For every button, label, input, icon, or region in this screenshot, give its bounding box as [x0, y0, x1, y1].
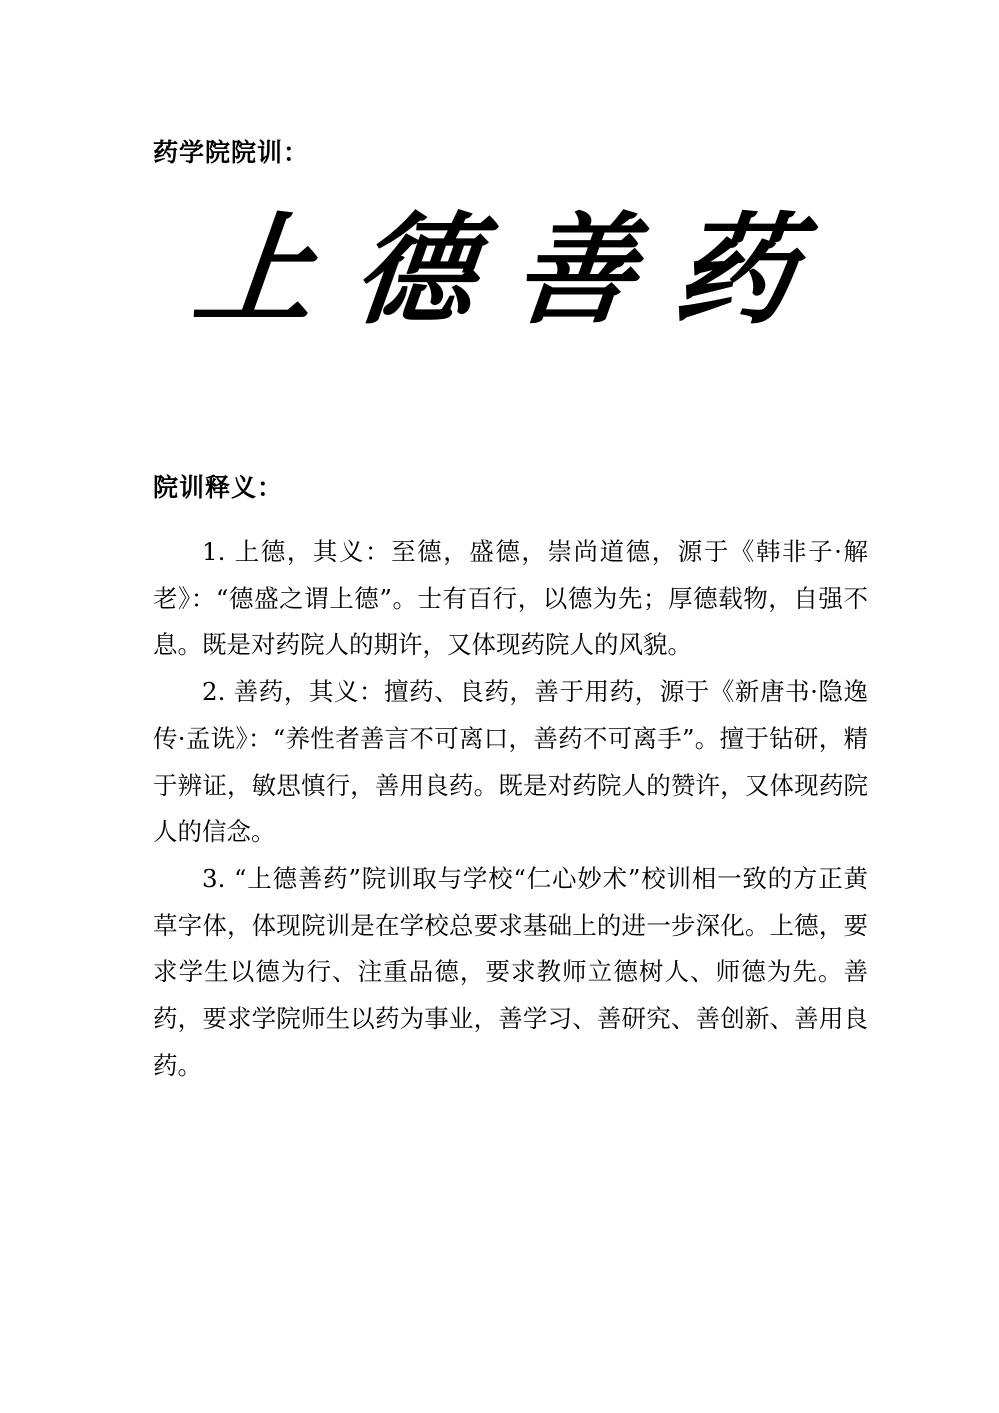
calligraphy-char-3: 善 [507, 200, 643, 341]
explanation-body [153, 529, 868, 1089]
explanation-heading: 院训释义： [153, 473, 284, 502]
explanation-paragraph-1: 1. 上德，其义：至德，盛德，崇尚道德，源于《韩非子·解老》：“德盛之谓上德”。士有百行，以德为先；厚德载物，自强不息。既是对药院人的期许，又体现药院人的风貌。 [153, 537, 868, 660]
calligraphy-char-2: 德 [347, 200, 483, 341]
calligraphy-char-1: 上 [187, 200, 323, 341]
explanation-paragraph-2: 2. 善药，其义：擅药、良药，善于用药，源于《新唐书·隐逸传·孟诜》：“养性者善言不可离口，善药不可离手”。擅于钻研，精于辨证，敏思慎行，善用良药。既是对药院人的赞许，又体现药院人的信念。 [153, 677, 868, 847]
motto-calligraphy [180, 196, 810, 346]
explanation-paragraph-3: 3. “上德善药”院训取与学校“仁心妙术”校训相一致的方正黄草字体，体现院训是在学校总要求基础上的进一步深化。上德，要求学生以德为行、注重品德，要求教师立德树人、师德为先。善药，要求学院师生以药为事业，善学习、善研究、善创新、善用良药。 [153, 863, 868, 1080]
calligraphy-char-4: 药 [667, 200, 803, 341]
motto-heading: 药学院院训： [153, 138, 310, 167]
